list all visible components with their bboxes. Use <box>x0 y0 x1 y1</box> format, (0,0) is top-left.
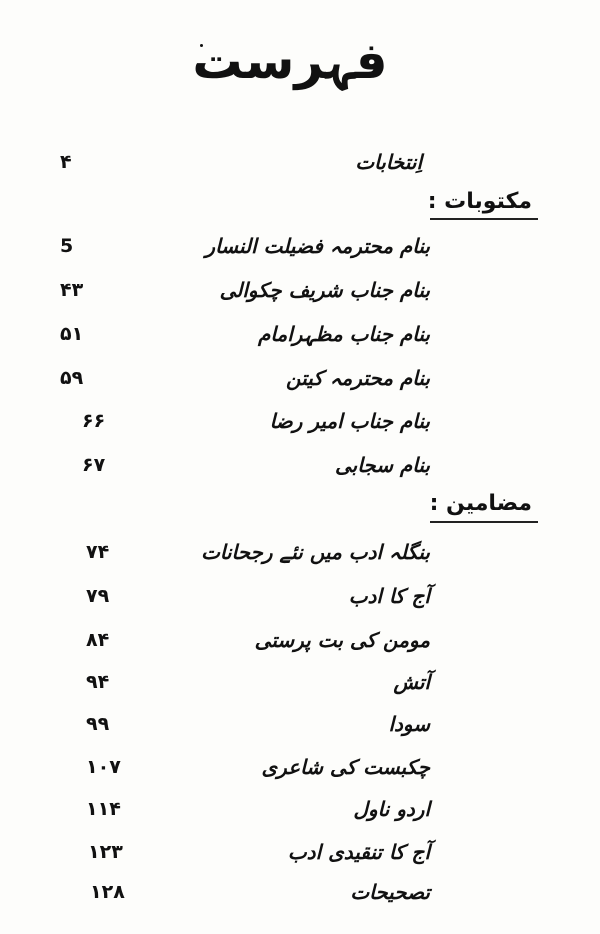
toc-entry <box>60 274 430 308</box>
toc-entry-page: ۹۴ <box>86 671 110 693</box>
toc-entry <box>60 146 430 180</box>
toc-entry-label: آج کا ادب <box>348 584 430 608</box>
toc-entry-label: بنگلہ ادب میں نئے رجحانات <box>201 540 430 564</box>
toc-entry-label: بنام محترمہ فضیلت النسار <box>205 234 430 258</box>
section-heading: مکتوبات : <box>427 189 532 214</box>
toc-entry-label: آتش <box>393 670 430 694</box>
toc-entry-label: بنام جناب امیر رضا <box>269 409 430 433</box>
toc-entry <box>60 793 430 827</box>
toc-entry-page: ۸۴ <box>86 629 110 651</box>
toc-entry-label: آج کا تنقیدی ادب <box>287 840 430 864</box>
toc-entry-page: ۹۹ <box>86 713 110 735</box>
toc-entry <box>60 876 430 910</box>
toc-entry <box>60 318 430 352</box>
toc-entry-page: ۱۰۷ <box>86 756 121 778</box>
toc-entry-label: بنام محترمہ کیتن <box>286 366 430 390</box>
toc-entry-page: ۴ <box>60 151 72 173</box>
toc-entry-page: ۵۹ <box>60 367 84 389</box>
toc-entry <box>60 624 430 658</box>
toc-entry-label: مومن کی بت پرستی <box>254 628 430 652</box>
toc-entry <box>60 666 430 700</box>
section-heading: مضامین : <box>429 491 532 516</box>
toc-entry-label: چکبست کی شاعری <box>261 755 430 779</box>
toc-entry-page: ۶۷ <box>82 454 106 476</box>
toc-entry <box>60 362 430 396</box>
toc-entry-page: ۷۴ <box>86 541 110 563</box>
toc-entry <box>60 405 430 439</box>
toc-entry-label: تصحیحات <box>350 880 430 904</box>
toc-entry-label: اِنتخابات <box>355 150 422 174</box>
toc-entry-page: ۱۱۴ <box>86 798 121 820</box>
toc-entry-label: اردو ناول <box>353 797 430 821</box>
toc-entry-page: ۶۶ <box>82 410 106 432</box>
section-underline <box>430 218 538 220</box>
toc-entry-page: ۴۳ <box>60 279 84 301</box>
toc-entry-page: ۷۹ <box>86 585 110 607</box>
page-title: فہرست <box>192 32 388 90</box>
toc-entry <box>60 580 430 614</box>
section-underline <box>430 521 538 523</box>
toc-entry-label: بنام جناب شریف چکوالی <box>219 278 430 302</box>
toc-entry-page: ۱۲۸ <box>90 881 125 903</box>
toc-entry <box>60 449 430 483</box>
toc-entry-page: ۵۱ <box>60 323 84 345</box>
toc-entry <box>60 708 430 742</box>
toc-entry <box>60 836 430 870</box>
toc-entry-page: 5 <box>60 235 74 257</box>
toc-entry-label: بنام جناب مظہرامام <box>258 322 430 346</box>
toc-entry <box>60 751 430 785</box>
toc-entry <box>60 536 430 570</box>
toc-entry-page: ۱۲۳ <box>88 841 123 863</box>
toc-entry-label: بنام سجابی <box>334 453 430 477</box>
toc-entry-label: سودا <box>388 712 430 736</box>
toc-entry <box>60 230 430 264</box>
